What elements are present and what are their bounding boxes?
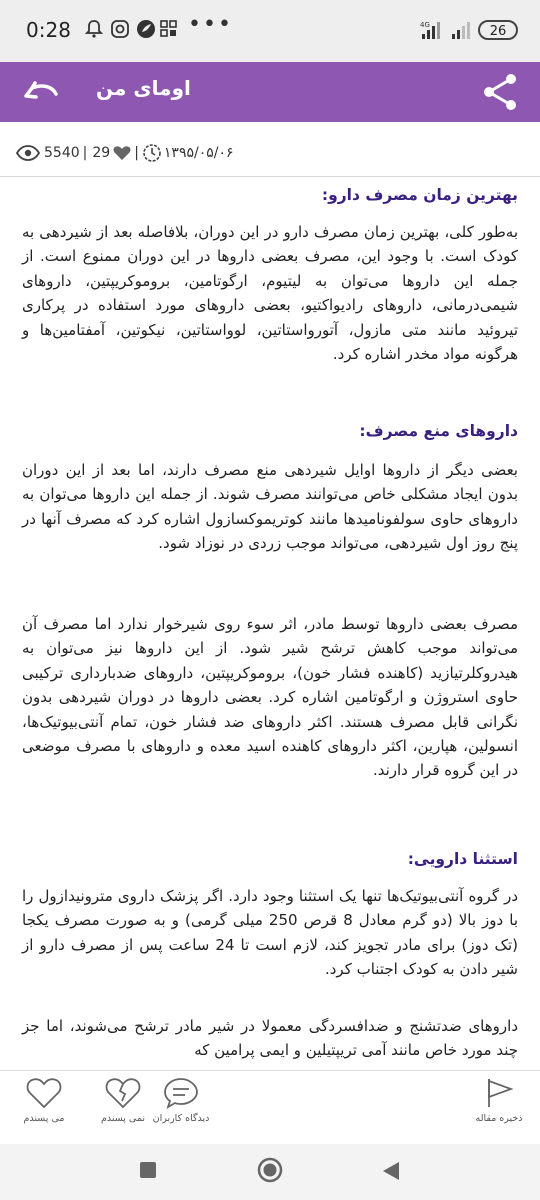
clock-icon — [142, 143, 162, 163]
article-meta — [16, 140, 237, 166]
system-navigation-bar — [0, 1144, 540, 1200]
article-paragraph: بعضی دیگر از داروها اوایل شیردهی منع مصرف دارند، اما بعد از این دوران بدون ایجاد مشکلی خاص می‌توانند مصرف شوند. از جمله این داروها می‌توان به داروهای حاوی سولفونامیدها مانند کوتریموکسازول اشاره کرد که مصرف آنها در پنج روز اول شیردهی، می‌تواند موجب زردی در نوزاد شود. — [22, 461, 518, 553]
instagram-icon — [110, 19, 130, 39]
app-icon — [136, 19, 156, 39]
status-bar — [0, 0, 540, 62]
signal-icon-2 — [450, 20, 472, 40]
like-count: 29 — [92, 145, 111, 161]
meta-separator-2: | — [134, 145, 139, 161]
dislike-label: نمی پسندم — [101, 1113, 145, 1124]
like-label: می پسندم — [23, 1113, 65, 1124]
save-label: ذخیره مقاله — [475, 1113, 523, 1124]
comments-label: دیدگاه کاربران — [152, 1113, 210, 1124]
eye-icon — [16, 145, 40, 161]
grid-icon — [160, 19, 178, 39]
more-notifications-icon: ••• — [188, 12, 233, 37]
signal-icon — [420, 20, 446, 40]
heart-outline-icon — [26, 1077, 62, 1109]
recent-apps-icon[interactable] — [138, 1160, 158, 1180]
save-article-button[interactable] — [468, 1077, 530, 1124]
bottom-action-bar — [0, 1070, 540, 1145]
section-heading: بهترین زمان مصرف دارو: — [321, 186, 518, 204]
back-nav-icon[interactable] — [380, 1160, 402, 1182]
publish-date: ۱۳۹۵/۰۵/۰۶ — [163, 145, 234, 161]
network-type: 4G — [420, 21, 430, 29]
article-paragraph: داروهای ضدتشنج و ضدافسردگی معمولا در شیر مادر ترشح می‌شوند، اما جز چند مورد خاص مانند آمی تریپتیلین و ایمی پرامین که — [22, 1017, 518, 1060]
battery-indicator: 26 — [478, 20, 518, 40]
view-count: 5540 — [44, 145, 80, 161]
like-button[interactable] — [10, 1077, 78, 1124]
status-time: 0:28 — [26, 18, 71, 42]
article-paragraph: در گروه آنتی‌بیوتیک‌ها تنها یک استثنا وجود دارد. اگر پزشک داروی مترونیدازول را با دوز بالا (دو گرم معادل 8 قرص 250 میلی گرمی) و به صورت مصرف یکجا (تک دوز) برای مادر تجویز کند، لازم است تا 24 ساعت پس از مصرف دارو از شیر دادن به کودک اجتناب کرد. — [22, 887, 518, 979]
app-bar — [0, 62, 540, 122]
meta-separator: | — [82, 145, 88, 161]
meta-divider — [0, 176, 540, 177]
article-paragraph: به‌طور کلی، بهترین زمان مصرف دارو در این دوران، بلافاصله بعد از شیردهی به کودک است. با وجود این، مصرف بعضی داروها در این دوران ممنوع است. از جمله این داروها می‌توان به لیتیوم، ارگوتامین، بروموکریپتین، داروهای شیمی‌درمانی، داروهای رادیواکتیو، بعضی داروهای مورد استفاده در پرکاری تیروئید مانند متی مازول، آتورواستاتین، لوواستاتین، نیکوتین، آمفتامین‌ها و هرگونه مواد مخدر اشاره کرد. — [22, 223, 518, 364]
home-icon[interactable] — [256, 1156, 284, 1184]
heart-icon — [113, 145, 131, 161]
comment-icon — [163, 1077, 199, 1109]
flag-icon — [483, 1077, 515, 1109]
back-arrow-icon[interactable] — [20, 72, 60, 112]
section-heading: استثنا دارویی: — [407, 850, 518, 868]
share-icon[interactable] — [478, 70, 522, 114]
broken-heart-icon — [105, 1077, 141, 1109]
alarm-icon — [84, 19, 104, 39]
app-title: اومای من — [96, 76, 191, 100]
comments-button[interactable] — [146, 1077, 216, 1124]
section-heading: داروهای منع مصرف: — [359, 422, 518, 440]
article-paragraph: مصرف بعضی داروها توسط مادر، اثر سوء روی شیرخوار ندارد اما مصرف آن می‌تواند موجب کاهش ترشح شیر شود. از این داروها نیز می‌توان به هیدروکلرتیازید (کاهنده فشار خون)، بروموکریپتین، داروهای ضدبارداری ترکیبی حاوی استروژن و ارگوتامین اشاره کرد. بعضی داروها در دوران شیردهی بدون نگرانی قابل مصرف هستند. اکثر داروهای ضد فشار خون، تمام آنتی‌بیوتیک‌ها، انسولین، هپارین، اکثر داروهای کاهنده اسید معده و داروهای با مصرف موضعی در این گروه قرار دارند. — [22, 615, 518, 780]
